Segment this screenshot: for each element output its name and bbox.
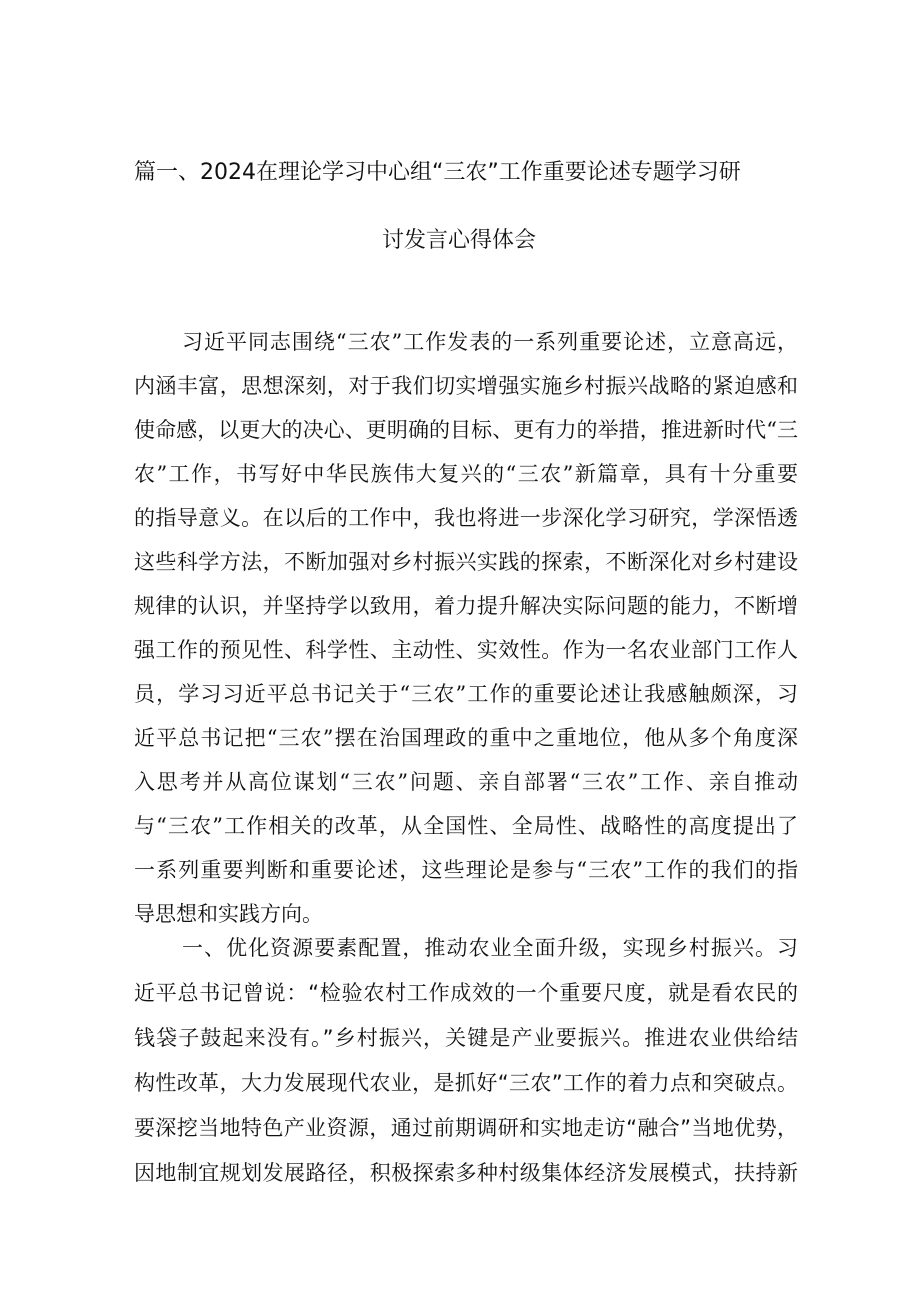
paragraph-line: 导思想和实践方向。 (134, 902, 323, 926)
paragraph-line: 一、优化资源要素配置，推动农业全面升级，实现乡村振兴。习 (182, 936, 798, 960)
paragraph-line: 强工作的预见性、科学性、主动性、实效性。作为一名农业部门工作人 (134, 638, 798, 662)
paragraph-line: 近平总书记把“三农”摆在治国理政的重中之重地位，他从多个角度深 (134, 726, 798, 750)
document-title-line-2: 讨发言心得体会 (382, 228, 537, 253)
paragraph-line: 因地制宜规划发展路径，积极探索多种村级集体经济发展模式，扶持新 (134, 1161, 798, 1185)
paragraph-line: 农”工作，书写好中华民族伟大复兴的“三农”新篇章，具有十分重要 (134, 462, 798, 486)
document-title-line-1: 篇一、2024在理论学习中心组“三农”工作重要论述专题学习研 (134, 160, 741, 185)
paragraph-line: 与“三农”工作相关的改革，从全国性、全局性、战略性的高度提出了 (134, 814, 798, 838)
paragraph-line: 构性改革，大力发展现代农业，是抓好“三农”工作的着力点和突破点。 (134, 1071, 798, 1095)
paragraph-line: 钱袋子鼓起来没有。”乡村振兴，关键是产业要振兴。推进农业供给结 (134, 1026, 798, 1050)
paragraph-line: 要深挖当地特色产业资源，通过前期调研和实地走访“融合”当地优势， (134, 1116, 798, 1140)
body-paragraph-2 (134, 926, 798, 1196)
paragraph-line: 规律的认识，并坚持学以致用，着力提升解决实际问题的能力，不断增 (134, 594, 798, 618)
paragraph-line: 的指导意义。在以后的工作中，我也将进一步深化学习研究，学深悟透 (134, 506, 798, 530)
paragraph-line: 员，学习习近平总书记关于“三农”工作的重要论述让我感触颇深，习 (134, 682, 798, 706)
paragraph-line: 使命感，以更大的决心、更明确的目标、更有力的举措，推进新时代“三 (134, 418, 798, 442)
paragraph-line: 这些科学方法，不断加强对乡村振兴实践的探索，不断深化对乡村建设 (134, 550, 798, 574)
paragraph-line: 内涵丰富，思想深刻，对于我们切实增强实施乡村振兴战略的紧迫感和 (134, 374, 798, 398)
paragraph-line: 一系列重要判断和重要论述，这些理论是参与“三农”工作的我们的指 (134, 858, 798, 882)
paragraph-line: 入思考并从高位谋划“三农”问题、亲自部署“三农”工作、亲自推动 (134, 770, 798, 794)
paragraph-line: 近平总书记曾说：“检验农村工作成效的一个重要尺度，就是看农民的 (134, 981, 798, 1005)
body-paragraph-1 (134, 320, 798, 936)
paragraph-line: 习近平同志围绕“三农”工作发表的一系列重要论述，立意高远， (182, 330, 798, 354)
